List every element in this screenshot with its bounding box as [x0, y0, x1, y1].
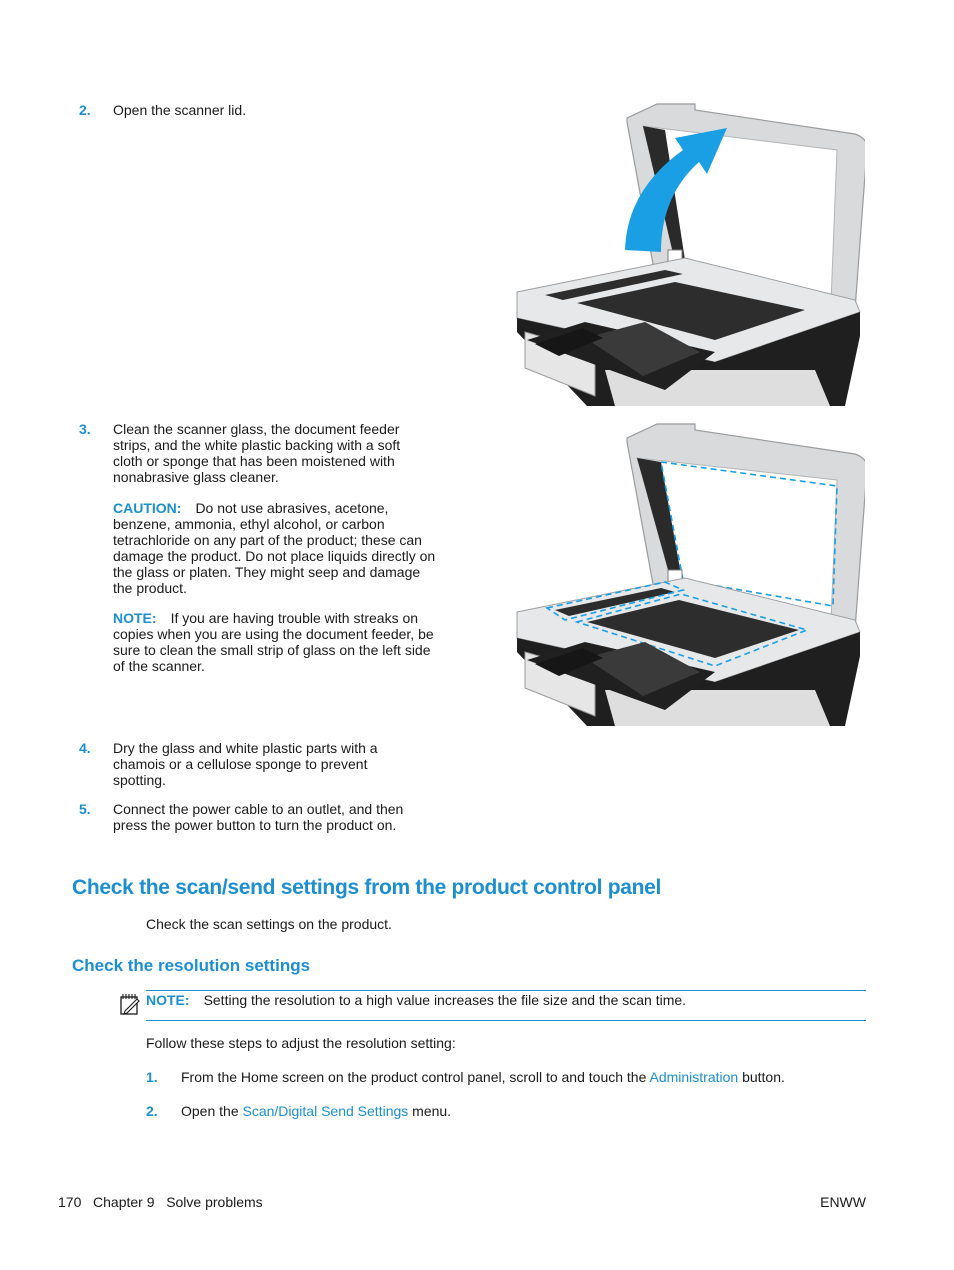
footer-right: ENWW — [820, 1194, 866, 1210]
note-bottom-rule — [146, 1020, 866, 1021]
step-number: 2. — [79, 102, 91, 118]
step-number: 1. — [146, 1069, 158, 1085]
administration-link[interactable]: Administration — [649, 1069, 739, 1085]
caution-label: CAUTION: — [113, 500, 182, 516]
note-label: NOTE: — [146, 992, 190, 1008]
scanner-open-lid-illustration — [515, 100, 865, 406]
step-number: 3. — [79, 421, 91, 437]
step-number: 4. — [79, 740, 91, 756]
page-number: 170 — [58, 1194, 82, 1210]
step-text: Clean the scanner glass, the document feeder strips, and the white plastic backing with a soft cloth or sponge that has been moistened with nonabrasive glass cleaner. — [113, 421, 401, 485]
note-text: If you are having trouble with streaks on copies when you are using the document feeder, be sure to clean the small strip of glass on the left side of the scanner. — [113, 610, 434, 674]
subsection-intro: Follow these steps to adjust the resolution setting: — [146, 1035, 456, 1051]
note-icon — [119, 992, 141, 1016]
subsection-title: Check the resolution settings — [72, 956, 311, 975]
caution-text: Do not use abrasives, acetone, benzene, ammonia, ethyl alcohol, or carbon tetrachloride on any part of the product; these can damage the product. Do not place liquids directly on the glass or platen. They might seep and damage the product. — [113, 500, 436, 596]
step-text: Dry the glass and white plastic parts with a chamois or a cellulose sponge to prevent spotting. — [113, 740, 378, 788]
scanner-clean-areas-illustration — [515, 420, 865, 726]
note-block — [146, 992, 866, 1008]
note-top-rule — [146, 990, 866, 991]
section-intro: Check the scan settings on the product. — [146, 916, 392, 932]
note-label: NOTE: — [113, 610, 157, 626]
step-text: Open the scanner lid. — [113, 102, 247, 118]
step-text: Open the Scan/Digital Send Settings menu. — [181, 1103, 452, 1119]
chapter-title: Solve problems — [166, 1194, 263, 1210]
section-title: Check the scan/send settings from the product control panel — [72, 876, 662, 899]
footer-left — [58, 1194, 263, 1210]
step-number: 2. — [146, 1103, 158, 1119]
scan-digital-send-settings-link[interactable]: Scan/Digital Send Settings — [242, 1103, 409, 1119]
step-text: Connect the power cable to an outlet, and then press the power button to turn the product on. — [113, 801, 404, 833]
chapter-label: Chapter 9 — [93, 1194, 155, 1210]
note-text: Setting the resolution to a high value increases the file size and the scan time. — [203, 992, 687, 1008]
step-number: 5. — [79, 801, 91, 817]
caution-block — [113, 500, 438, 596]
note-block — [113, 610, 441, 674]
step-text: From the Home screen on the product control panel, scroll to and touch the Administration button. — [181, 1069, 785, 1085]
